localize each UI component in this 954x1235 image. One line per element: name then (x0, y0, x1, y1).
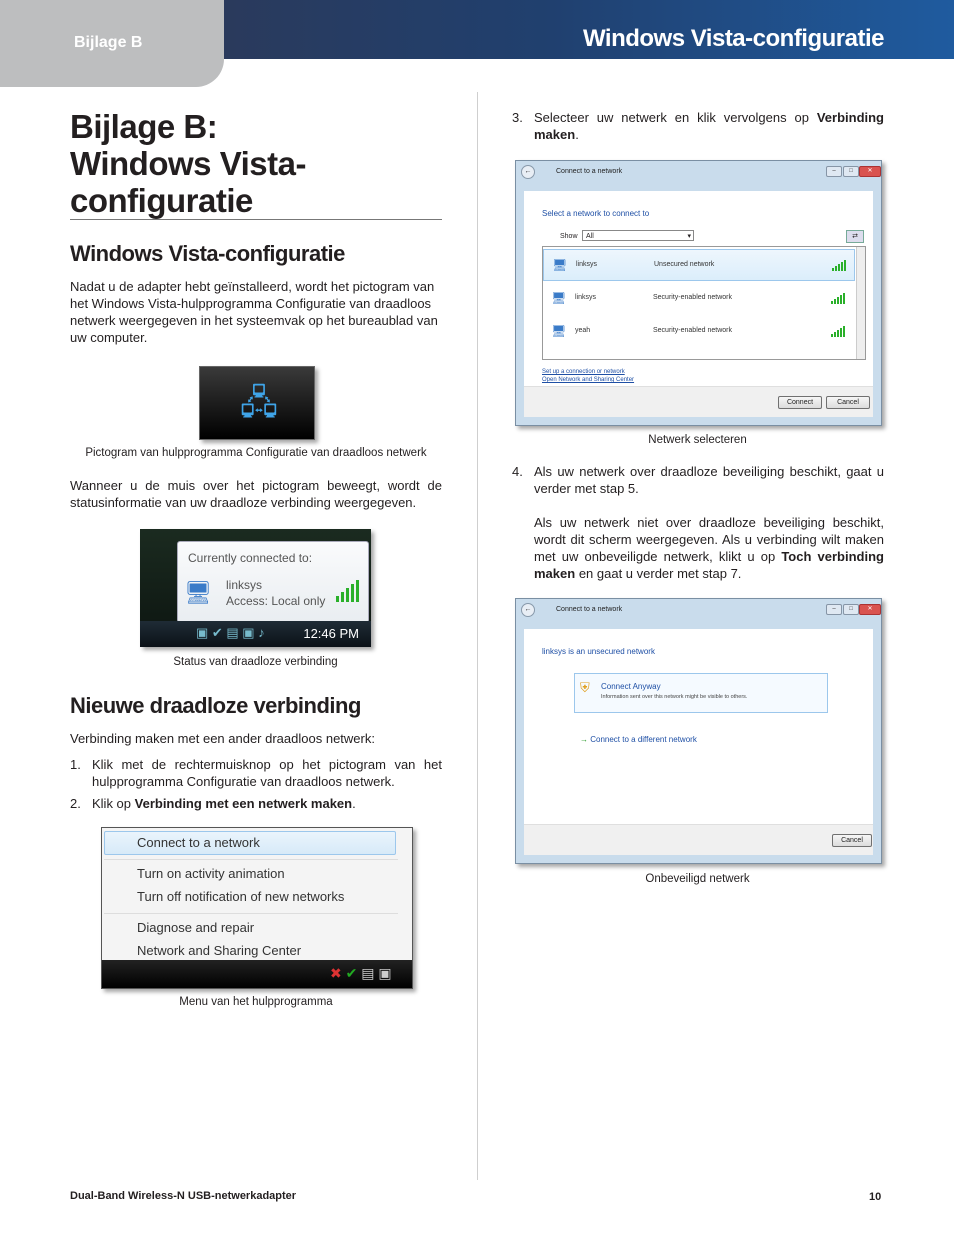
scrollbar[interactable] (856, 247, 865, 359)
select-heading: Select a network to connect to (542, 209, 650, 218)
appendix-tab-label: Bijlage B (74, 34, 143, 51)
back-arrow-icon[interactable]: ← (521, 165, 535, 179)
show-label: Show (560, 233, 578, 240)
taskbar-tray (140, 621, 371, 647)
select-network-window (515, 160, 882, 426)
intro-paragraph: Nadat u de adapter hebt geïnstalleerd, wordt het pictogram van het Windows Vista-hulpprogramma Configuratie van draadloos netwerk weergegeven in het systeemvak op het bureaublad van uw computer. (70, 279, 438, 345)
network-computers-icon: 🖧 (240, 384, 278, 422)
column-divider (477, 92, 478, 1180)
connect-button[interactable]: Connect (778, 396, 822, 409)
window-footer (524, 824, 873, 855)
caption-menu: Menu van het hulpprogramma (179, 996, 333, 1008)
step-bold-text: Toch verbinding maken (534, 549, 884, 581)
step-text: Selecteer uw netwerk en klik vervolgens op (534, 110, 817, 125)
network-name: yeah (575, 327, 591, 334)
taskbar-tray (102, 960, 412, 988)
unsecured-heading: linksys is an unsecured network (542, 647, 655, 656)
different-network-option[interactable] (580, 735, 697, 744)
network-name: linksys (576, 261, 598, 268)
menu-item-notifications[interactable]: Turn off notification of new networks (137, 889, 345, 904)
status-access: Access: Local only (226, 594, 326, 608)
network-security: Security-enabled network (653, 294, 732, 301)
network-name: linksys (575, 294, 597, 301)
network-row[interactable] (543, 249, 855, 281)
window-title: Connect to a network (556, 168, 623, 175)
network-computer-icon: 🖥 (551, 324, 567, 338)
setup-connection-link[interactable]: Set up a connection or network (542, 369, 625, 375)
step-4-continued (534, 514, 884, 582)
caption-icon: Pictogram van hulpprogramma Configuratie van draadloos netwerk (85, 447, 427, 459)
window-body (524, 191, 873, 417)
menu-item-diagnose[interactable]: Diagnose and repair (137, 920, 255, 935)
step-1 (70, 756, 442, 792)
back-arrow-icon[interactable]: ← (521, 603, 535, 617)
step-number: 2. (70, 796, 81, 811)
minimize-icon[interactable]: – (826, 604, 842, 615)
step-2 (70, 795, 442, 813)
cancel-button[interactable]: Cancel (826, 396, 870, 409)
menu-item-activity-animation[interactable]: Turn on activity animation (137, 866, 285, 881)
heading-new-connection: Nieuwe draadloze verbinding (70, 693, 361, 718)
menu-item-connect[interactable]: Connect to a network (137, 835, 260, 850)
page-number: 10 (869, 1191, 882, 1203)
utility-icon-screenshot (199, 366, 315, 440)
section-title: Windows Vista-configuratie (582, 25, 884, 52)
page-title-line: Windows Vista- (70, 145, 306, 182)
status-ssid: linksys (226, 578, 263, 592)
status-connected-label: Currently connected to: (188, 551, 313, 565)
network-icon: 🖥 (184, 580, 212, 605)
step-4 (512, 463, 884, 499)
step-text: Klik met de rechtermuisknop op het pictogram van het hulpprogramma Configuratie van draadloos netwerk. (92, 757, 442, 789)
connect-anyway-subtext: Information sent over this network might be visible to others. (601, 694, 748, 700)
heading-vista-config: Windows Vista-configuratie (70, 241, 345, 266)
different-network-label: Connect to a different network (590, 735, 697, 744)
caption-select: Netwerk selecteren (648, 434, 747, 446)
tray-clock: 12:46 PM (303, 626, 359, 641)
show-select[interactable] (582, 230, 694, 241)
window-footer (524, 386, 873, 417)
shield-warning-icon: ⛨ (580, 680, 590, 695)
window-title: Connect to a network (556, 606, 623, 613)
signal-strength-icon (831, 326, 845, 337)
arrow-right-icon: → (580, 735, 588, 744)
step-text: Klik op (92, 796, 135, 811)
signal-strength-icon (831, 293, 845, 304)
step-text: Als uw netwerk niet over draadloze beveiliging beschikt, wordt dit scherm weergegeven. Als u verbinding wilt maken met uw onbeveiligde netwerk, klikt u op (534, 515, 884, 564)
network-security: Unsecured network (654, 261, 715, 268)
step-text: Als uw netwerk over draadloze beveiliging beschikt, gaat u verder met stap 5. (534, 464, 884, 496)
network-computer-icon: 🖥 (551, 291, 567, 305)
connect-other-text: Verbinding maken met een ander draadloos netwerk: (70, 731, 375, 746)
caption-status: Status van draadloze verbinding (173, 656, 338, 668)
context-menu-screenshot (101, 827, 413, 989)
caption-unsecured: Onbeveiligd netwerk (645, 873, 750, 885)
appendix-tab (0, 0, 224, 87)
title-rule (70, 219, 442, 220)
page-title-line: Bijlage B: (70, 108, 218, 145)
step-3 (512, 109, 884, 145)
status-popup (177, 541, 369, 623)
tray-icons: ✖ ✔ ▤ ▣ (330, 965, 392, 981)
step-bold-text: Verbinding maken (534, 110, 884, 142)
network-row[interactable] (543, 283, 855, 315)
minimize-icon[interactable]: – (826, 166, 842, 177)
connect-anyway-option[interactable] (574, 673, 828, 713)
footer-product: Dual-Band Wireless-N USB-netwerkadapter (70, 1190, 297, 1202)
signal-strength-icon (336, 580, 359, 602)
close-icon[interactable]: ✕ (859, 604, 881, 615)
page-title (70, 108, 450, 219)
window-body (524, 629, 873, 825)
step-text: . (575, 127, 579, 142)
show-select-value: All (586, 233, 594, 240)
step-text: . (352, 796, 356, 811)
refresh-button[interactable]: ⇄ (846, 230, 864, 243)
maximize-icon[interactable]: □ (843, 604, 859, 615)
step-number: 3. (512, 110, 523, 125)
close-icon[interactable]: ✕ (859, 166, 881, 177)
menu-item-sharing-center[interactable]: Network and Sharing Center (137, 943, 302, 958)
network-list (542, 246, 866, 360)
section-banner (224, 0, 954, 59)
step-number: 4. (512, 464, 523, 479)
network-computer-icon: 🖥 (552, 258, 568, 272)
step-text: en gaat u verder met stap 7. (575, 566, 742, 581)
menu-separator (104, 859, 398, 860)
step-bold-text: Verbinding met een netwerk maken (134, 796, 353, 811)
maximize-icon[interactable]: □ (843, 166, 859, 177)
hover-paragraph: Wanneer u de muis over het pictogram beweegt, wordt de statusinformatie van uw draadloze verbinding weergegeven. (70, 478, 442, 510)
tray-icons: ▣ ✔ ▤ ▣ ♪ (196, 625, 265, 640)
connect-anyway-label: Connect Anyway (601, 682, 661, 691)
unsecured-network-window (515, 598, 882, 864)
step-number: 1. (70, 757, 81, 772)
page-title-line: configuratie (70, 182, 253, 219)
menu-separator (104, 913, 398, 914)
sharing-center-link[interactable]: Open Network and Sharing Center (542, 377, 635, 383)
network-security: Security-enabled network (653, 327, 732, 334)
chevron-down-icon: ▾ (687, 233, 691, 240)
network-row[interactable] (543, 316, 855, 348)
cancel-button[interactable]: Cancel (832, 834, 872, 847)
connection-status-screenshot (140, 529, 371, 647)
signal-strength-icon (832, 260, 846, 271)
